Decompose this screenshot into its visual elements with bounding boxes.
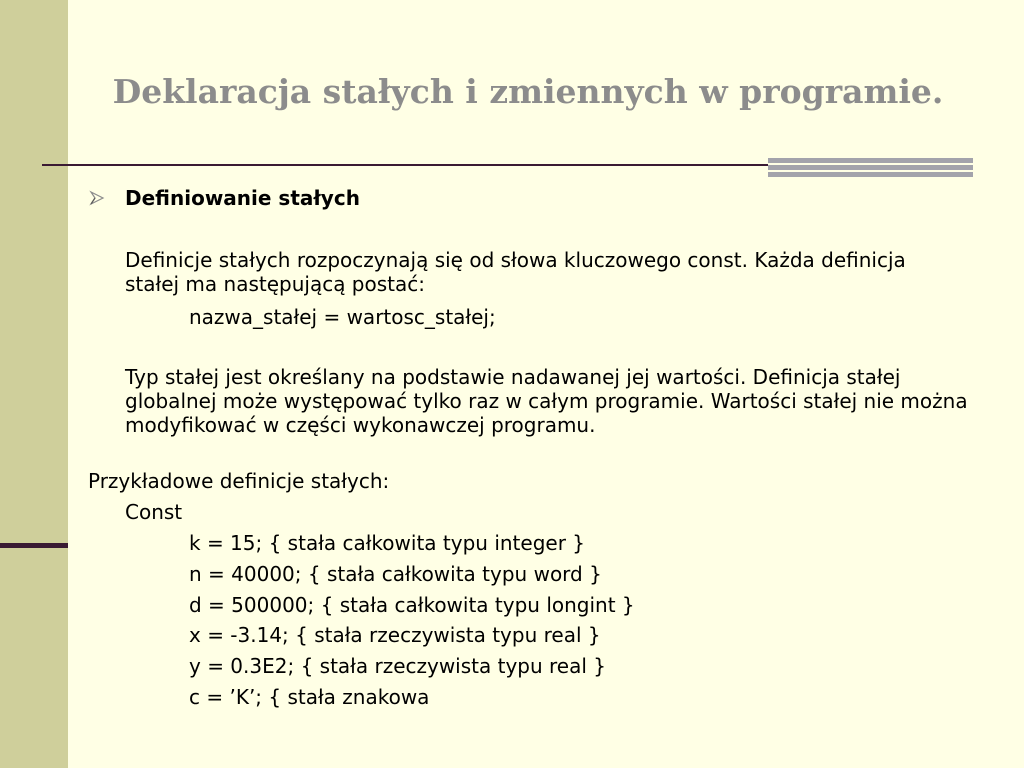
arrow-bullet-icon bbox=[88, 189, 106, 207]
examples-intro: Przykładowe definicje stałych: bbox=[88, 469, 390, 493]
example-line: k = 15; { stała całkowita typu integer } bbox=[189, 531, 585, 555]
bullet-heading: Definiowanie stałych bbox=[125, 186, 360, 210]
type-paragraph: Typ stałej jest określany na podstawie nadawanej jej wartości. Definicja stałej globalnej może występować tylko raz w całym programie. Wartości stałej nie można modyfikować w części wykonawczej programu. bbox=[125, 365, 968, 437]
definition-paragraph: Definicje stałych rozpoczynają się od słowa kluczowego const. Każda definicja stałej ma następującą postać: bbox=[125, 248, 906, 296]
example-line: y = 0.3E2; { stała rzeczywista typu real } bbox=[189, 654, 607, 678]
syntax-line: nazwa_stałej = wartosc_stałej; bbox=[189, 305, 496, 329]
example-line: n = 40000; { stała całkowita typu word } bbox=[189, 562, 602, 586]
example-line: x = -3.14; { stała rzeczywista typu real } bbox=[189, 623, 601, 647]
const-keyword: Const bbox=[125, 500, 183, 524]
example-line: c = ’K’; { stała znakowa bbox=[189, 685, 430, 709]
example-line: d = 500000; { stała całkowita typu longint } bbox=[189, 593, 635, 617]
slide-title: Deklaracja stałych i zmiennych w programie. bbox=[112, 72, 944, 111]
